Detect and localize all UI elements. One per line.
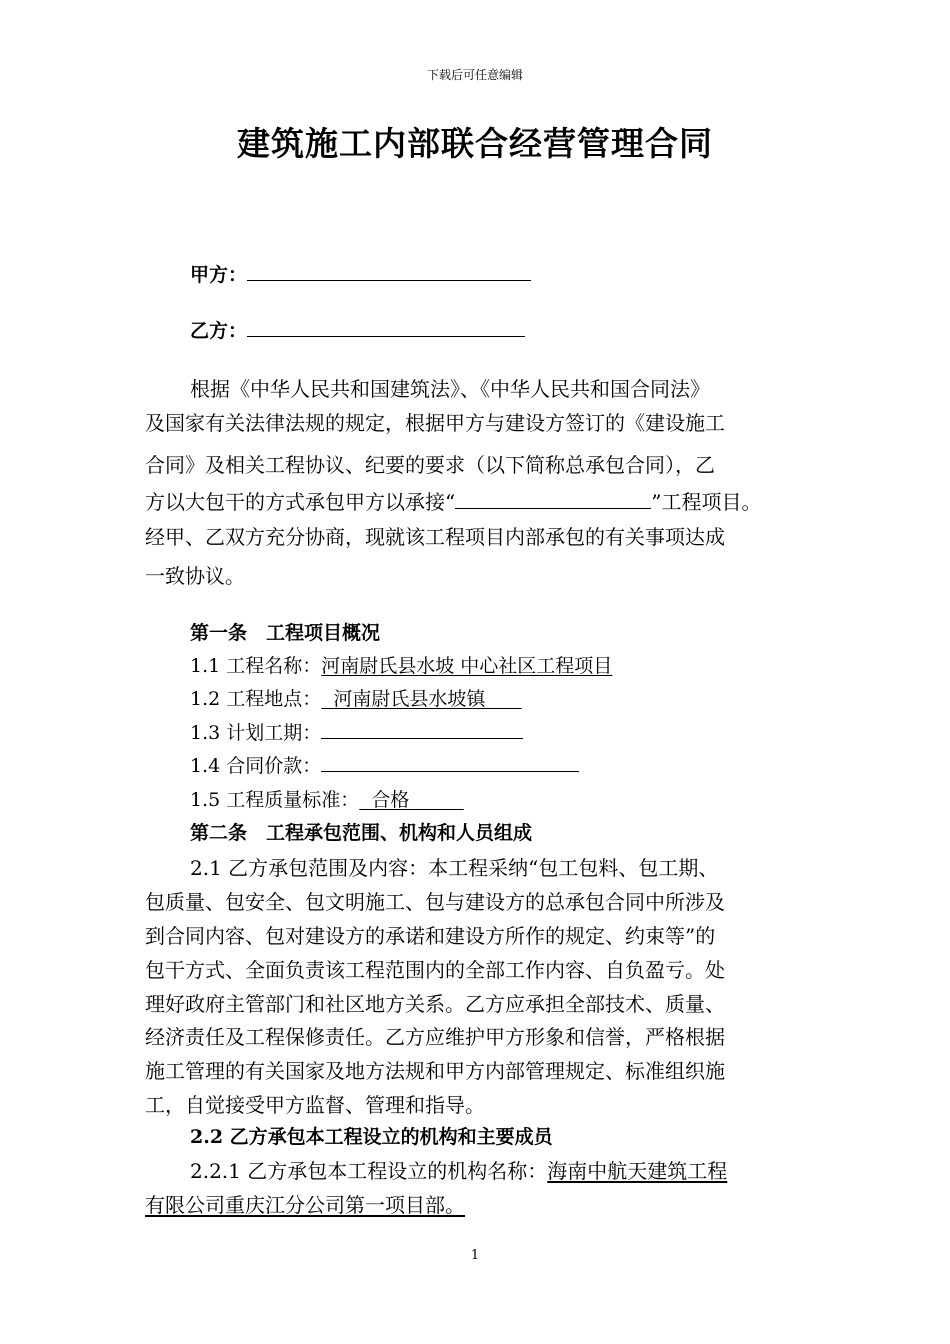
document-title: 建筑施工内部联合经营管理合同 [237,124,713,163]
page-number: 1 [470,1248,480,1263]
project-name-value: 河南尉氏县水坡 中心社区工程项目 [321,655,613,677]
project-location-text: 河南尉氏县水坡镇 [333,688,486,710]
party-a-label: 甲方： [190,264,248,286]
intro-line-4-pre: 方以大包干的方式承包甲方以承接“ [145,490,456,514]
section-2-2-1-label: 2.2.1 乙方承包本工程设立的机构名称： [190,1159,548,1183]
quality-standard-text: 合格 [371,789,410,811]
article-2-line-8: 工，自觉接受甲方监督、管理和指导。 [145,1093,485,1117]
article-2-line-6: 经济责任及工程保修责任。乙方应维护甲方形象和信誉，严格根据 [145,1025,725,1049]
intro-line-4-post: ”工程项目。 [651,490,762,514]
project-name-blank [455,490,651,509]
article-2-line-4: 包干方式、全面负责该工程范围内的全部工作内容、自负盈亏。处 [145,958,725,982]
article-2-line-3: 到合同内容、包对建设方的承诺和建设方所作的规定、约束等”的 [145,924,716,948]
item-1-4 [190,751,579,778]
item-1-3 [190,718,523,745]
article-2-line-7: 施工管理的有关国家及地方法规和甲方内部管理规定、标准组织施 [145,1059,725,1083]
item-1-1-label: 1.1 工程名称： [190,655,322,677]
item-1-1 [190,651,612,678]
item-1-3-label: 1.3 计划工期： [190,722,322,744]
article-2-line-5: 理好政府主管部门和社区地方关系。乙方应承担全部技术、质量、 [145,992,725,1016]
item-1-2 [190,684,522,711]
price-blank [321,753,579,772]
quality-standard-value [359,789,463,811]
section-2-2-heading: 2.2 乙方承包本工程设立的机构和主要成员 [190,1126,553,1148]
item-1-5 [190,785,464,812]
header-note: 下载后可任意编辑 [426,68,523,82]
item-1-5-label: 1.5 工程质量标准： [190,789,360,811]
article-1-heading: 第一条 工程项目概况 [190,622,381,644]
party-b-blank [247,316,525,337]
party-a-blank [247,260,531,281]
article-2-heading: 第二条 工程承包范围、机构和人员组成 [190,822,533,844]
intro-line-6: 一致协议。 [145,564,245,588]
schedule-blank [321,720,523,739]
article-2-line-2: 包质量、包安全、包文明施工、包与建设方的总承包合同中所涉及 [145,890,725,914]
section-2-2-1-line-2 [145,1189,465,1218]
item-1-2-label: 1.2 工程地点： [190,688,322,710]
party-b-label: 乙方： [190,320,248,342]
intro-line-5: 经甲、乙双方充分协商，现就该工程项目内部承包的有关事项达成 [145,525,725,549]
intro-line-2: 及国家有关法律法规的规定，根据甲方与建设方签订的《建设施工 [145,411,725,435]
party-a-line [190,260,531,287]
project-location-value [321,688,521,710]
org-name-part-1: 海南中航天建筑工程 [547,1159,728,1183]
intro-line-1: 根据《中华人民共和国建筑法》、《中华人民共和国合同法》 [190,377,710,401]
intro-line-3: 合同》及相关工程协议、纪要的要求（以下简称总承包合同），乙 [145,453,715,477]
org-name-part-2: 有限公司重庆江分公司第一项目部。 [145,1193,465,1217]
intro-line-4 [145,486,761,515]
item-1-4-label: 1.4 合同价款： [190,755,322,777]
article-2-line-1: 2.1 乙方承包范围及内容：本工程采纳“包工包料、包工期、 [190,856,719,880]
party-b-line [190,316,525,343]
section-2-2-1-line-1 [190,1155,727,1184]
